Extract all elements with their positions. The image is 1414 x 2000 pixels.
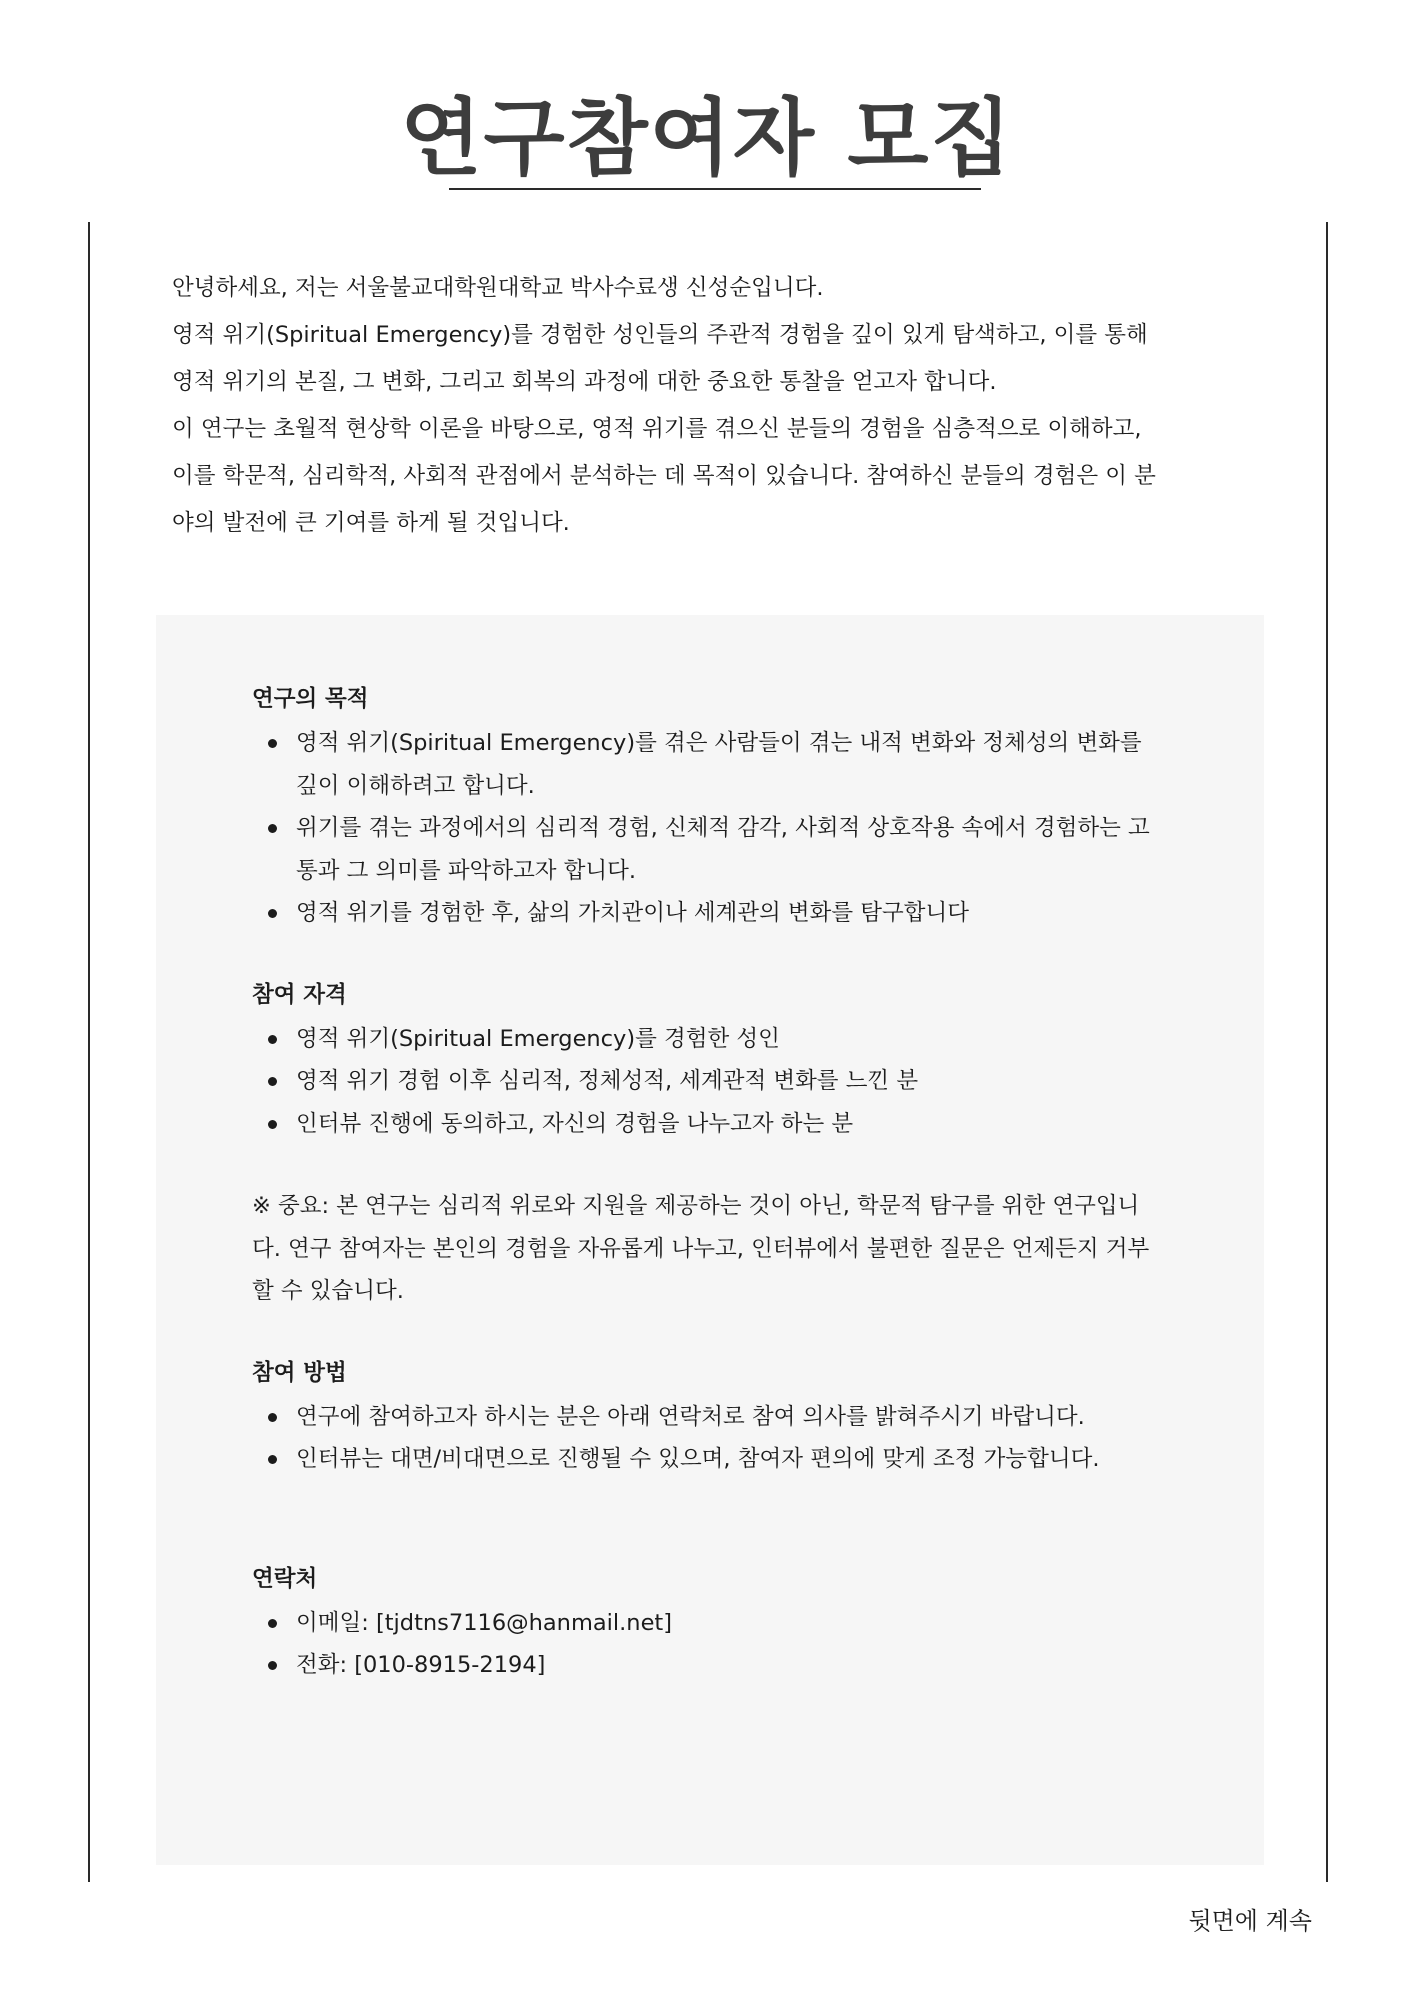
- info-panel: [156, 615, 1264, 1865]
- list-item-text: 영적 위기 경험 이후 심리적, 정체성적, 세계관적 변화를 느낀 분: [296, 1068, 919, 1094]
- qualification-heading: 참여 자격: [252, 981, 347, 1008]
- bullet-icon: [268, 1120, 277, 1129]
- right-border-line: [1326, 222, 1328, 1882]
- bullet-icon: [268, 739, 277, 748]
- contact-email-text: 이메일: [tjdtns7116@hanmail.net]: [296, 1609, 673, 1636]
- important-note: ※ 중요: 본 연구는 심리적 위로와 지원을 제공하는 것이 아닌, 학문적 탐구를 위한 연구입니다. 연구 참여자는 본인의 경험을 자유롭게 나누고, 인터뷰에서 불편한 질문은 언제든지 거부할 수 있습니다.: [252, 1193, 1150, 1304]
- info-panel-content: [252, 679, 1167, 1687]
- contact-phone: [296, 1644, 1167, 1687]
- bullet-icon: [268, 1035, 277, 1044]
- list-item: [296, 1396, 1167, 1439]
- contact-heading: 연락처: [252, 1565, 318, 1592]
- list-item-text: 연구에 참여하고자 하시는 분은 아래 연락처로 참여 의사를 밝혀주시기 바랍니다.: [296, 1403, 1085, 1430]
- bullet-icon: [268, 909, 277, 918]
- list-item: [296, 1103, 1167, 1146]
- intro-line: 영적 위기(Spiritual Emergency)를 경험한 성인들의 주관적 경험을 깊이 있게 탐색하고, 이를 통해: [172, 322, 1148, 348]
- bullet-icon: [268, 1619, 277, 1628]
- contact-phone-text: 전화: [010-8915-2194]: [296, 1652, 546, 1678]
- intro-line: 야의 발전에 큰 기여를 하게 될 것입니다.: [172, 510, 570, 536]
- list-item-text: 위기를 겪는 과정에서의 심리적 경험, 신체적 감각, 사회적 상호작용 속에서 경험하는 고통과 그 의미를 파악하고자 합니다.: [296, 815, 1150, 884]
- method-heading: 참여 방법: [252, 1359, 347, 1386]
- list-item: [296, 722, 1167, 807]
- list-item: [296, 807, 1167, 892]
- list-item: [296, 1018, 1167, 1061]
- list-item-text: 영적 위기(Spiritual Emergency)를 겪은 사람들이 겪는 내적 변화와 정체성의 변화를 깊이 이해하려고 합니다.: [296, 730, 1142, 799]
- page-title: 연구참여자 모집: [400, 89, 1014, 187]
- method-list: [252, 1396, 1167, 1481]
- list-item-text: 영적 위기(Spiritual Emergency)를 경험한 성인: [296, 1025, 780, 1052]
- intro-line: 안녕하세요, 저는 서울불교대학원대학교 박사수료생 신성순입니다.: [172, 275, 824, 301]
- title-underline: [449, 188, 981, 190]
- list-item-text: 인터뷰 진행에 동의하고, 자신의 경험을 나누고자 하는 분: [296, 1110, 854, 1137]
- list-item: [296, 892, 1167, 935]
- list-item-text: 인터뷰는 대면/비대면으로 진행될 수 있으며, 참여자 편의에 맞게 조정 가능합니다.: [296, 1446, 1100, 1472]
- bullet-icon: [268, 1455, 277, 1464]
- intro-line: 이 연구는 초월적 현상학 이론을 바탕으로, 영적 위기를 겪으신 분들의 경험을 심층적으로 이해하고,: [172, 416, 1142, 442]
- purpose-heading: 연구의 목적: [252, 686, 369, 712]
- contact-email: [296, 1602, 1167, 1645]
- continued-on-back: 뒷면에 계속: [1188, 1907, 1312, 1935]
- bullet-icon: [268, 1413, 277, 1422]
- intro-text: [172, 265, 1232, 547]
- bullet-icon: [268, 1661, 277, 1670]
- purpose-list: [252, 722, 1167, 935]
- list-item: [296, 1438, 1167, 1481]
- qualification-list: [252, 1018, 1167, 1146]
- intro-line: 영적 위기의 본질, 그 변화, 그리고 회복의 과정에 대한 중요한 통찰을 얻고자 합니다.: [172, 369, 997, 395]
- bullet-icon: [268, 1077, 277, 1086]
- list-item-text: 영적 위기를 경험한 후, 삶의 가치관이나 세계관의 변화를 탐구합니다: [296, 900, 969, 926]
- left-border-line: [88, 222, 90, 1882]
- contact-list: [252, 1602, 1167, 1687]
- intro-line: 이를 학문적, 심리학적, 사회적 관점에서 분석하는 데 목적이 있습니다. 참여하신 분들의 경험은 이 분: [172, 463, 1156, 489]
- list-item: [296, 1060, 1167, 1103]
- bullet-icon: [268, 824, 277, 833]
